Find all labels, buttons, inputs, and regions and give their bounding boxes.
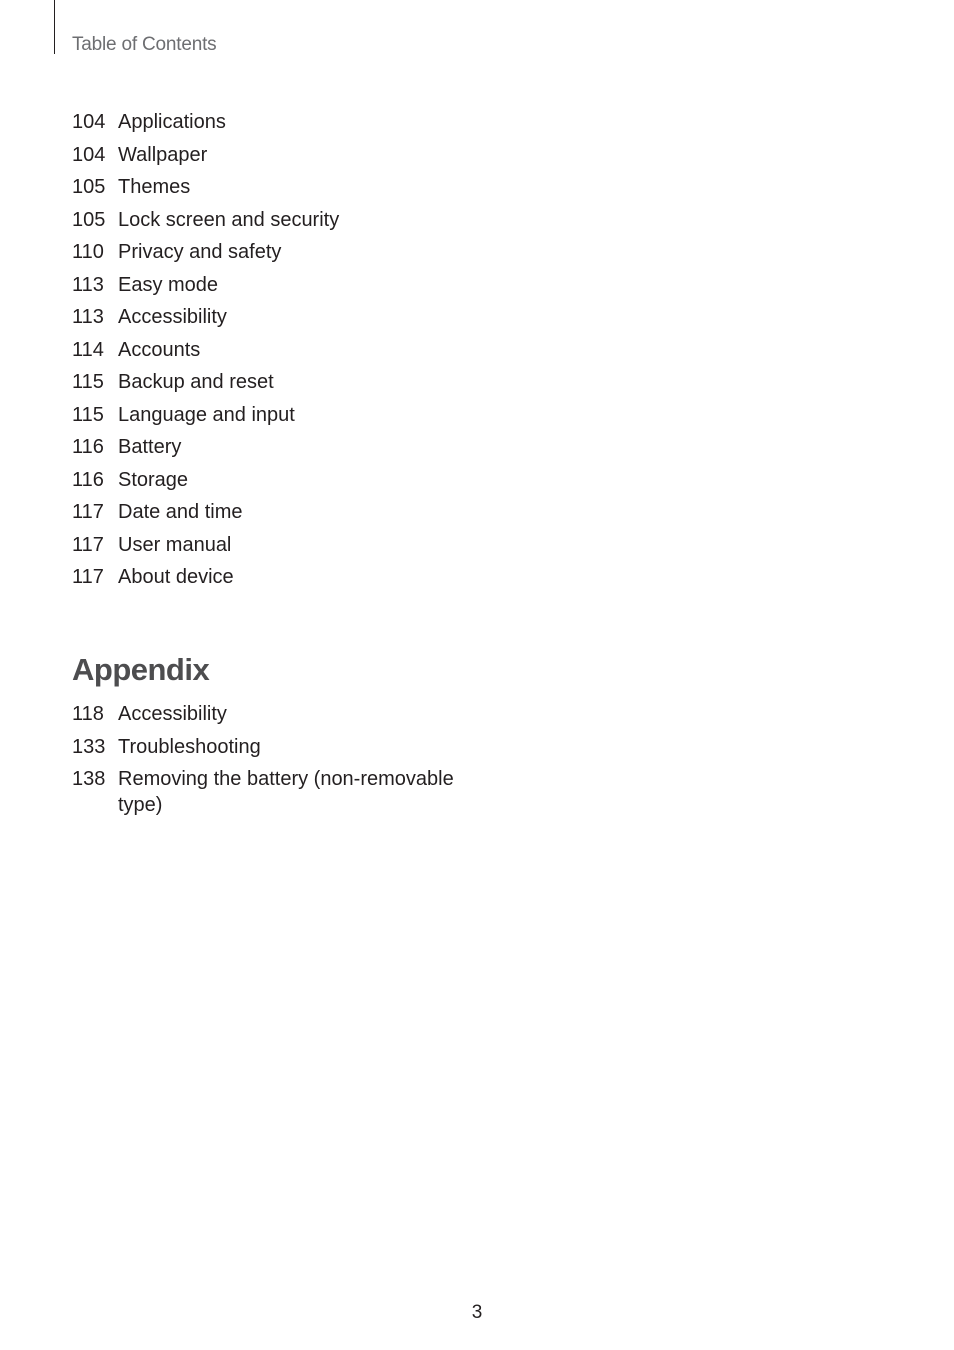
toc-page-number: 105 bbox=[72, 208, 106, 231]
toc-entry-title: Troubleshooting bbox=[118, 735, 261, 758]
toc-entry-title: Backup and reset bbox=[118, 371, 274, 393]
toc-entry[interactable] bbox=[72, 499, 492, 525]
toc-page-number: 116 bbox=[72, 436, 104, 458]
toc-page-number: 104 bbox=[72, 111, 106, 133]
toc-page-number: 117 bbox=[72, 501, 104, 523]
toc-entry[interactable] bbox=[72, 239, 492, 265]
toc-entry-title: Accessibility bbox=[118, 703, 227, 725]
toc-page-number: 133 bbox=[72, 735, 106, 758]
toc-page-number: 114 bbox=[72, 338, 104, 361]
toc-entry-title: Date and time bbox=[118, 501, 243, 523]
toc-entry-title: Accessibility bbox=[118, 306, 227, 328]
toc-page-number: 104 bbox=[72, 143, 106, 166]
header-rule bbox=[54, 0, 55, 54]
toc-entry[interactable] bbox=[72, 337, 492, 363]
appendix-entry[interactable] bbox=[72, 766, 472, 818]
toc-entry[interactable] bbox=[72, 142, 492, 168]
toc-entry[interactable] bbox=[72, 272, 492, 298]
toc-page-number: 116 bbox=[72, 468, 104, 491]
toc-entry-title: Accounts bbox=[118, 338, 201, 361]
toc-entry-title: Removing the battery (non-removable type) bbox=[118, 768, 454, 816]
appendix-list bbox=[72, 701, 472, 825]
toc-entry-title: Language and input bbox=[118, 403, 295, 426]
appendix-heading: Appendix bbox=[72, 652, 210, 687]
toc-page-number: 138 bbox=[72, 768, 106, 790]
toc-entry-title: Battery bbox=[118, 436, 182, 458]
toc-page-number: 115 bbox=[72, 403, 104, 426]
appendix-entry[interactable] bbox=[72, 701, 472, 727]
toc-page-number: 117 bbox=[72, 533, 104, 556]
toc-entry-title: Lock screen and security bbox=[118, 208, 340, 231]
toc-page-number: 118 bbox=[72, 703, 104, 725]
toc-entry-title: Easy mode bbox=[118, 273, 219, 296]
toc-page-number: 110 bbox=[72, 241, 104, 263]
toc-page-number: 113 bbox=[72, 273, 104, 296]
toc-entry[interactable] bbox=[72, 369, 492, 395]
toc-entry[interactable] bbox=[72, 564, 492, 590]
toc-entry[interactable] bbox=[72, 467, 492, 493]
toc-entry-title: Themes bbox=[118, 176, 191, 198]
toc-entry-title: Applications bbox=[118, 111, 226, 133]
toc-entry[interactable] bbox=[72, 109, 492, 135]
appendix-entry[interactable] bbox=[72, 734, 472, 760]
toc-entry[interactable] bbox=[72, 304, 492, 330]
toc-entry[interactable] bbox=[72, 434, 492, 460]
toc-entry-title: Wallpaper bbox=[118, 143, 208, 166]
toc-page-number: 117 bbox=[72, 566, 104, 588]
toc-entry-title: Storage bbox=[118, 468, 189, 491]
running-head-title: Table of Contents bbox=[72, 34, 217, 55]
toc-page-number: 113 bbox=[72, 306, 104, 328]
toc-page-number: 115 bbox=[72, 371, 104, 393]
page-number: 3 bbox=[471, 1302, 483, 1323]
toc-entry[interactable] bbox=[72, 532, 492, 558]
toc-entry[interactable] bbox=[72, 207, 492, 233]
toc-entry-title: User manual bbox=[118, 533, 232, 556]
toc-entry-title: Privacy and safety bbox=[118, 241, 282, 263]
toc-list bbox=[72, 109, 492, 597]
toc-page-number: 105 bbox=[72, 176, 106, 198]
toc-entry[interactable] bbox=[72, 402, 492, 428]
toc-entry-title: About device bbox=[118, 566, 234, 588]
toc-entry[interactable] bbox=[72, 174, 492, 200]
